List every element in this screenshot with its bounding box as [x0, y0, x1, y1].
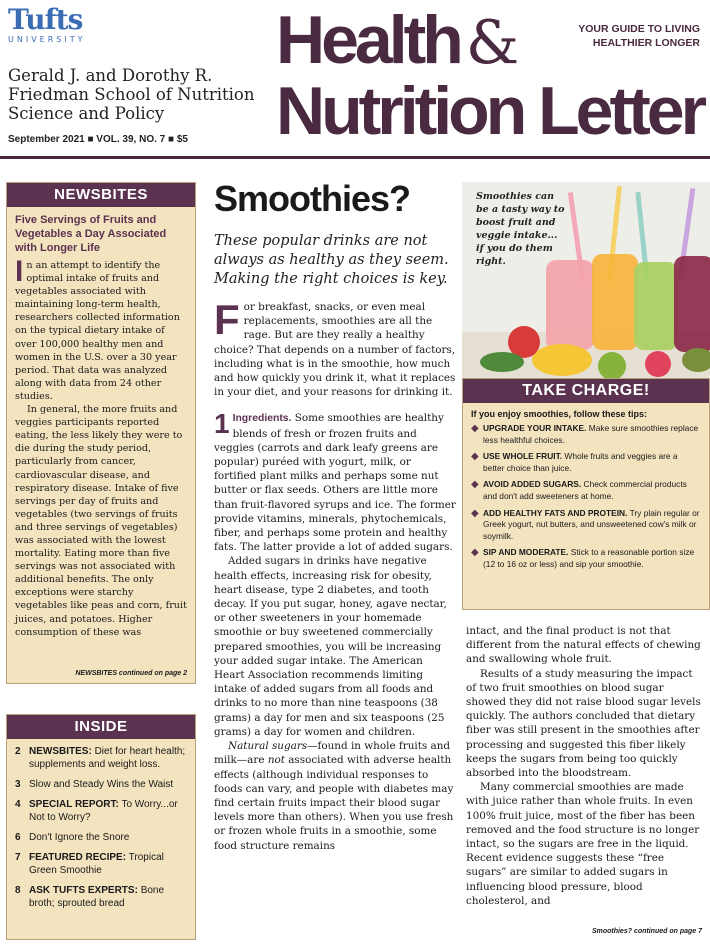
inside-page-number: 8 [15, 885, 21, 896]
newsbites-continued[interactable]: NEWSBITES continued on page 2 [75, 670, 187, 677]
inside-header: INSIDE [7, 715, 195, 739]
inside-box [6, 714, 196, 940]
newsbites-headline: Five Servings of Fruits and Vegetables a Day Associated with Longer Life [15, 214, 167, 254]
tip-label: AVOID ADDED SUGARS. [483, 479, 582, 490]
take-charge-box [462, 378, 710, 610]
photo-caption: Smoothies can be a tasty way to boost fruit and veggie intake... if you do them right. [476, 191, 565, 267]
inside-page-number: 6 [15, 832, 21, 843]
tip-text: Check commercial products and don't add sweeteners at home. [483, 479, 687, 501]
take-charge-intro: If you enjoy smoothies, follow these tips: [471, 409, 648, 419]
article-dropcap: F [214, 296, 240, 343]
inside-item[interactable] [15, 831, 187, 844]
article-column-1 [214, 296, 456, 853]
tufts-logo[interactable] [8, 3, 98, 50]
inside-page-number: 7 [15, 852, 21, 863]
masthead-rule [0, 156, 710, 159]
inside-item-text: Don't Ignore the Snore [29, 832, 130, 843]
article-right-para-1: intact, and the final product is not that different from the natural effects of chewing and swallowing whole fruit. [466, 625, 701, 666]
newsbites-header: NEWSBITES [7, 183, 195, 207]
take-charge-header: TAKE CHARGE! [463, 379, 709, 403]
inside-item-text: Tropical Green Smoothie [29, 852, 164, 876]
tip-label: ADD HEALTHY FATS AND PROTEIN. [483, 507, 628, 518]
newsbites-para-2: In general, the more fruits and veggies participants reported eating, the less likely they were to die during the study period, particularly from cancer, cardiovascular disease, and respiratory disease. Intake of five servings per day of fruits and vegetables (two servings of fruits and three servings of vegetables) was associated with the lowest mortality. Eating more than five servings was not associated with additional benefits. The only exceptions were starchy vegetables like peas and corn, fruit juices, and potatoes. Higher consumption of these was [15, 404, 187, 638]
title-health: Health [276, 2, 460, 78]
article-column-2 [466, 624, 704, 908]
article-title: Smoothies? [214, 178, 411, 219]
tip-label: UPGRADE YOUR INTAKE. [483, 423, 587, 433]
article-right-para-3: Many commercial smoothies are made with juice rather than whole fruits. In even 100% fruit juice, most of the fiber has been removed and the food structure is no longer intact, so the sugars are free in the liquid. Recent evidence suggests these “free sugars” are similar to added sugars in influencing blood pressure, blood cholesterol, and [466, 781, 700, 907]
school-name: Gerald J. and Dorothy R. Friedman School of Nutrition Science and Policy [8, 66, 255, 123]
tip-text: Whole fruits and veggies are a better choice than juice. [483, 451, 678, 473]
newsbites-para-1: n an attempt to identify the optimal intake of fruits and vegetables associated with maintaining long-term health, researchers collected information on the typical dietary intake of over 100,000 healthy men and women in the U.S. over a 30 year period. That data was analyzed along with data from 24 other studies. [15, 260, 180, 402]
tip-text: Make sure smoothies replace less healthful choices. [483, 423, 699, 445]
article-intro: or breakfast, snacks, or even meal replacements, smoothies are all the rage. But are they really a healthy choice? That depends on a number of factors, including what is in the smoothie, how much and how quickly you drink it, what it replaces in your diet, and your reasons for drinking it. [214, 301, 456, 399]
section-1-text: Some smoothies are healthy blends of fresh or frozen fruits and veggies (carrots and dark leafy greens are popular) puréed with yogurt, milk, or fortified plant milks and perhaps some nut butter or flax seeds. Others are little more than fruit-flavored syrups and ice. The former provide vitamins, minerals, phytochemicals, fiber, and perhaps some protein and healthy fats. The latter provide a lot of added sugars. [214, 412, 456, 554]
inside-item-text: To Worry...or Not to Worry? [29, 799, 178, 823]
tip-label: USE WHOLE FRUIT. [483, 451, 563, 462]
issue-line: September 2021 ■ VOL. 39, NO. 7 ■ $5 [8, 134, 188, 145]
inside-item[interactable] [15, 745, 187, 771]
article-para-3a: —found in whole fruits and milk—are [214, 740, 451, 767]
diamond-bullet-icon: ◆ [471, 547, 479, 559]
inside-page-number: 3 [15, 779, 21, 790]
tip-text: Try plain regular or Greek yogurt, nut butters, and unsweetened cow's milk or soymilk. [483, 507, 700, 541]
article-para-3b: associated with adverse health effects (although individual responses to foods can vary, and people with diabetes may find certain fruits impact their blood sugar levels more than others). When you use fresh or frozen whole fruits in a smoothie, some food structure remains [214, 754, 454, 852]
tufts-logo-sub: UNIVERSITY [8, 35, 86, 44]
tip-label: SIP AND MODERATE. [483, 547, 569, 558]
section-number: 1 [214, 408, 230, 440]
masthead [0, 0, 710, 160]
diamond-bullet-icon: ◆ [471, 451, 479, 463]
inside-item-label: FEATURED RECIPE: [29, 852, 127, 863]
section-heading: Ingredients. [232, 413, 292, 425]
inside-page-number: 2 [15, 746, 21, 757]
inside-item[interactable] [15, 798, 187, 824]
article-para-3 [214, 739, 456, 853]
tufts-logo-word: Tufts [8, 3, 83, 36]
natural-sugars-em: Natural sugars [228, 740, 308, 753]
inside-page-number: 4 [15, 799, 21, 810]
inside-item-label: ASK TUFTS EXPERTS: [29, 885, 138, 896]
tip-item [471, 508, 701, 543]
article-para-3-not: not [267, 754, 285, 767]
inside-item-label: NEWSBITES: [29, 746, 92, 757]
inside-item-text: Diet for heart health; supplements and weight loss. [29, 746, 186, 770]
tip-item [471, 451, 701, 474]
diamond-bullet-icon: ◆ [471, 479, 479, 491]
newsbites-body [7, 257, 195, 641]
tip-text: Stick to a reasonable portion size (12 to 16 oz or less) and sip your smoothie. [483, 547, 695, 569]
article-deck: These popular drinks are not always as healthy as they seem. Making the right choices is key. [214, 233, 449, 287]
article-right-para-2: Results of a study measuring the impact of two fruit smoothies on blood sugar showed they did not raise blood sugar levels quickly. The authors concluded that dietary fiber was still present in the smoothies after processing and suggested this fiber likely keeps the sugars from being too quickly absorbed into the bloodstream. [466, 667, 701, 780]
diamond-bullet-icon: ◆ [471, 423, 479, 434]
diamond-bullet-icon: ◆ [471, 507, 479, 519]
inside-list [7, 739, 195, 923]
inside-item-label: SPECIAL REPORT: [29, 799, 119, 810]
inside-item[interactable] [15, 851, 187, 877]
title-nutrition-letter: Nutrition Letter [276, 73, 704, 149]
tip-item [471, 547, 701, 570]
take-charge-tips [463, 423, 709, 571]
inside-item[interactable] [15, 884, 187, 910]
newsbites-dropcap: I [15, 255, 24, 288]
inside-item-text: Slow and Steady Wins the Waist [29, 779, 174, 790]
article-para-2: Added sugars in drinks have negative health effects, increasing risk for obesity, heart disease, type 2 diabetes, and tooth decay. If you put sugar, honey, agave nectar, or other sweeteners in your homemade smoothie or buy sweetened commercially prepared smoothies, you will be increasing your added sugar intake. The American Heart Association recommends limiting intake of added sugars from all foods and drinks to no more than nine teaspoons (38 grams) a day for men and six teaspoons (25 grams) a day for women and children. [214, 555, 447, 738]
inside-item-text: Bone broth; sprouted bread [29, 885, 165, 909]
inside-item[interactable] [15, 778, 187, 791]
article-continued[interactable]: Smoothies? continued on page 7 [591, 928, 702, 935]
title-ampersand: & [465, 8, 520, 78]
tip-item [471, 423, 701, 446]
tip-item [471, 479, 701, 502]
tagline: YOUR GUIDE TO LIVING HEALTHIER LONGER [578, 23, 700, 49]
newsbites-box [6, 182, 196, 684]
